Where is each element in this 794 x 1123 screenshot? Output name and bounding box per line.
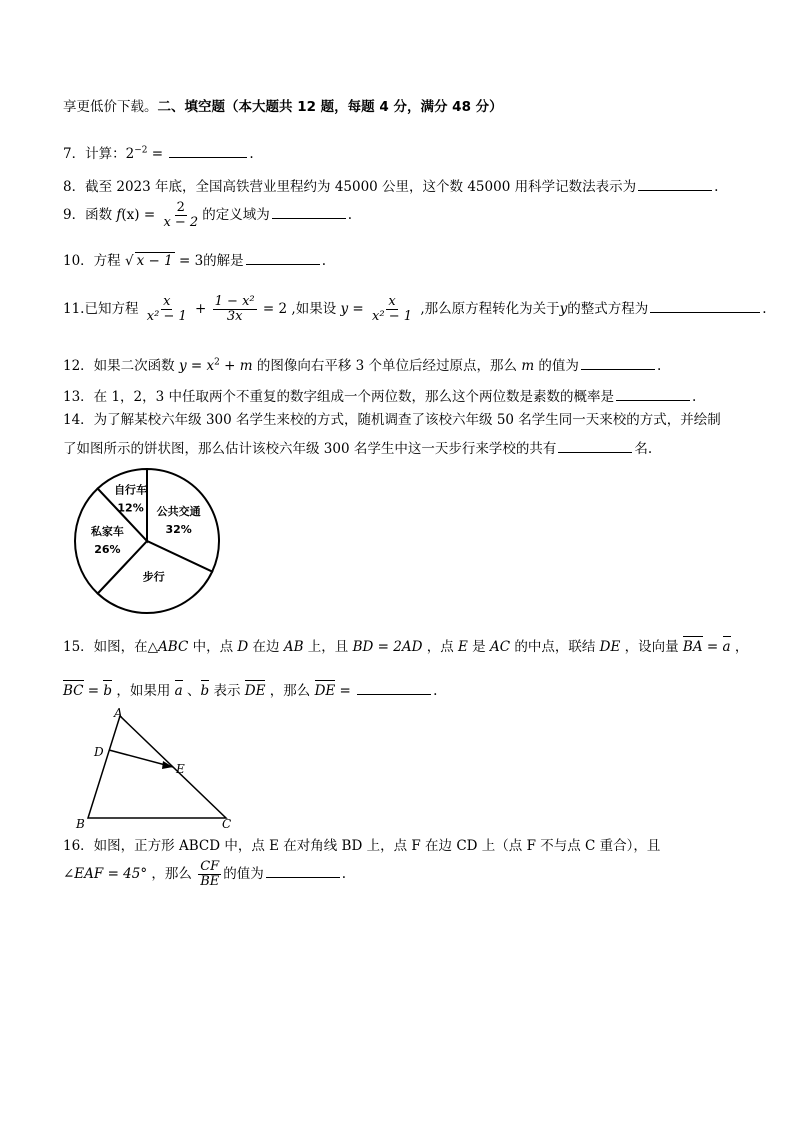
q15-bd: BD = 2AD xyxy=(352,639,423,655)
q10-end: . xyxy=(321,253,326,269)
q12-exp: 2 xyxy=(214,357,220,368)
question-9 xyxy=(63,200,352,230)
question-12 xyxy=(63,355,661,375)
q16-frac-den: BE xyxy=(200,874,220,889)
question-13 xyxy=(63,386,696,406)
q11-fraction-3 xyxy=(370,295,414,324)
pie-label-1: 步行 xyxy=(142,570,165,584)
question-15-line-1 xyxy=(63,638,748,656)
label-a: A xyxy=(114,706,123,720)
q15-ac: AC xyxy=(489,639,511,655)
q12-m: m xyxy=(521,358,535,374)
q9-frac-num: 2 xyxy=(176,200,185,215)
q15-abc: ABC xyxy=(158,639,189,655)
q15-e: E xyxy=(458,639,468,655)
q15-vec-a: a xyxy=(722,639,731,655)
question-8 xyxy=(63,176,718,196)
q15-t12: = xyxy=(335,683,356,699)
q12-answer-blank[interactable] xyxy=(581,355,655,370)
q15-vec-b2: b xyxy=(200,683,210,699)
triangle-abc xyxy=(88,716,226,818)
q11-tail: ,那么原方程转化为关于 xyxy=(416,301,560,317)
question-7 xyxy=(63,143,254,163)
q11-plus: + xyxy=(190,301,211,317)
pie-chart xyxy=(72,466,222,616)
q14-line1: 14．为了解某校六年级 300 名学生来校的方式，随机调查了该校六年级 50 名学生同一天来校的方式，并绘制 xyxy=(63,412,721,428)
label-b: B xyxy=(76,817,85,828)
q11-fraction-1 xyxy=(145,295,189,324)
q15-d: D xyxy=(237,639,249,655)
q15-vec-bc: BC xyxy=(63,683,84,699)
q11-end: . xyxy=(762,301,767,317)
section-header xyxy=(63,98,503,116)
q7-base: 2 xyxy=(125,146,135,162)
q15-t8: ，设向量 xyxy=(620,639,683,655)
q9-tail: 的定义域为 xyxy=(202,207,270,223)
question-11 xyxy=(63,292,767,326)
q12-text2: 的图像向右平移 3 个单位后经过原点，那么 xyxy=(252,358,522,374)
q9-fx: (x) = xyxy=(121,207,160,223)
triangle-figure xyxy=(70,704,240,828)
q15-t11: ，那么 xyxy=(265,683,315,699)
header-prefix: 享更低价下载。 xyxy=(63,99,158,115)
q13-text: 13．在 1，2，3 中任取两个不重复的数字组成一个两位数，那么这个两位数是素数的概率是 xyxy=(63,389,615,405)
q16-tail: 的值为 xyxy=(223,866,264,882)
q15-vec-ba: BA xyxy=(682,639,703,655)
q8-end: . xyxy=(714,179,719,195)
q9-frac-den: x − 2 xyxy=(163,215,199,230)
q11-f3-den: x² − 1 xyxy=(372,309,413,324)
question-16-line-1 xyxy=(63,837,660,855)
q11-f1-den: x² − 1 xyxy=(146,309,187,324)
question-16-line-2 xyxy=(63,858,346,890)
label-d: D xyxy=(94,745,104,759)
q7-label: 7．计算： xyxy=(63,146,126,162)
q15-ab: AB xyxy=(283,639,304,655)
q16-answer-blank[interactable] xyxy=(266,863,340,878)
q16-line1: 16．如图，正方形 ABCD 中，点 E 在对角线 BD 上，点 F 在边 CD 上（点 F 不与点 C 重合），且 xyxy=(63,838,661,854)
q11-label: 11.已知方程 xyxy=(63,301,143,317)
q10-rhs: = 3的解是 xyxy=(174,253,244,269)
q12-fn: y = x xyxy=(178,358,215,374)
question-14-line-2 xyxy=(63,438,652,458)
q10-radicand: x − 1 xyxy=(136,253,173,269)
q8-text: 8．截至 2023 年底，全国高铁营业里程约为 45000 公里，这个数 45000 用科学记数法表示为 xyxy=(63,179,637,195)
pie-label-0: 公共交通 xyxy=(156,504,201,518)
q9-fraction xyxy=(161,201,200,230)
q15-t9: ，如果用 xyxy=(112,683,175,699)
q12-end: . xyxy=(656,358,662,374)
q11-f2-num: 1 − x² xyxy=(214,294,255,309)
pie-label-2: 私家车 xyxy=(90,525,124,538)
q14-line2: 了如图所示的饼状图，那么估计该校六年级 300 名学生中这一天步行来学校的共有 xyxy=(63,441,557,457)
q14-answer-blank[interactable] xyxy=(558,438,632,453)
q15-t1: 15．如图，在△ xyxy=(63,639,159,655)
pie-value-3: 12% xyxy=(117,501,144,515)
q12-text1: 12．如果二次函数 xyxy=(63,358,179,374)
q12-text3: 的值为 xyxy=(534,358,579,374)
q9-f: f xyxy=(116,207,122,223)
q11-tail2: 的整式方程为 xyxy=(567,301,649,317)
q13-answer-blank[interactable] xyxy=(616,386,690,401)
q13-end: . xyxy=(692,389,697,405)
q11-answer-blank[interactable] xyxy=(650,298,760,313)
q15-t10: 表示 xyxy=(209,683,245,699)
q7-end: . xyxy=(249,146,254,162)
q16-end: . xyxy=(341,866,347,882)
pie-value-2: 26% xyxy=(94,543,121,556)
q15-comma: ， xyxy=(730,639,749,655)
q15-t5: ，点 xyxy=(422,639,458,655)
q15-t6: 是 xyxy=(467,639,490,655)
q10-answer-blank[interactable] xyxy=(246,250,320,265)
pie-label-3: 自行车 xyxy=(114,483,148,497)
q15-vec-a2: a xyxy=(174,683,183,699)
q11-f3-num: x xyxy=(388,294,396,309)
q7-answer-blank[interactable] xyxy=(169,143,247,158)
q15-eq-a: = xyxy=(702,639,723,655)
q15-t2: 中，点 xyxy=(188,639,238,655)
q11-f1-num: x xyxy=(163,294,171,309)
q11-eq: = 2 ,如果设 xyxy=(258,301,341,317)
q8-answer-blank[interactable] xyxy=(638,176,712,191)
question-14-line-1 xyxy=(63,411,721,429)
q15-sep: 、 xyxy=(182,683,201,699)
q9-answer-blank[interactable] xyxy=(272,204,346,219)
q15-eq-b: = xyxy=(83,683,104,699)
q15-t7: 的中点，联结 xyxy=(510,639,600,655)
question-10: 10．方程 √ x − 1 = 3的解是 . xyxy=(63,250,326,270)
q12-fn2: + m xyxy=(219,358,253,374)
q14-end: 名. xyxy=(634,441,653,457)
q11-y2: y xyxy=(559,301,568,317)
q15-de: DE xyxy=(599,639,621,655)
q10-label: 10．方程 xyxy=(63,253,125,269)
q15-end: . xyxy=(433,683,438,699)
q15-vec-de-2: DE xyxy=(314,683,336,699)
label-c: C xyxy=(222,817,232,828)
q11-fraction-2 xyxy=(213,295,257,324)
q9-label: 9．函数 xyxy=(63,207,117,223)
section-title: 二、填空题（本大题共 12 题，每题 4 分，满分 48 分） xyxy=(157,99,503,115)
question-15-line-2 xyxy=(63,680,437,700)
q15-t4: 上，且 xyxy=(303,639,353,655)
pie-value-0: 32% xyxy=(165,522,192,536)
q16-angle: ∠EAF = 45° xyxy=(63,866,148,882)
q11-y: y xyxy=(340,301,349,317)
q16-fraction xyxy=(198,860,221,889)
q7-exponent: −2 xyxy=(134,145,148,156)
label-e: E xyxy=(176,762,185,776)
q15-vec-b: b xyxy=(103,683,113,699)
q16-mid: ，那么 xyxy=(147,866,197,882)
q9-end: . xyxy=(347,207,352,223)
q16-frac-num: CF xyxy=(200,859,220,874)
q7-equals: = xyxy=(147,146,168,162)
q15-answer-blank[interactable] xyxy=(357,680,431,695)
q11-eq2: = xyxy=(348,301,369,317)
q15-t3: 在边 xyxy=(248,639,284,655)
q15-vec-de: DE xyxy=(244,683,266,699)
q11-f2-den: 3x xyxy=(226,309,243,324)
